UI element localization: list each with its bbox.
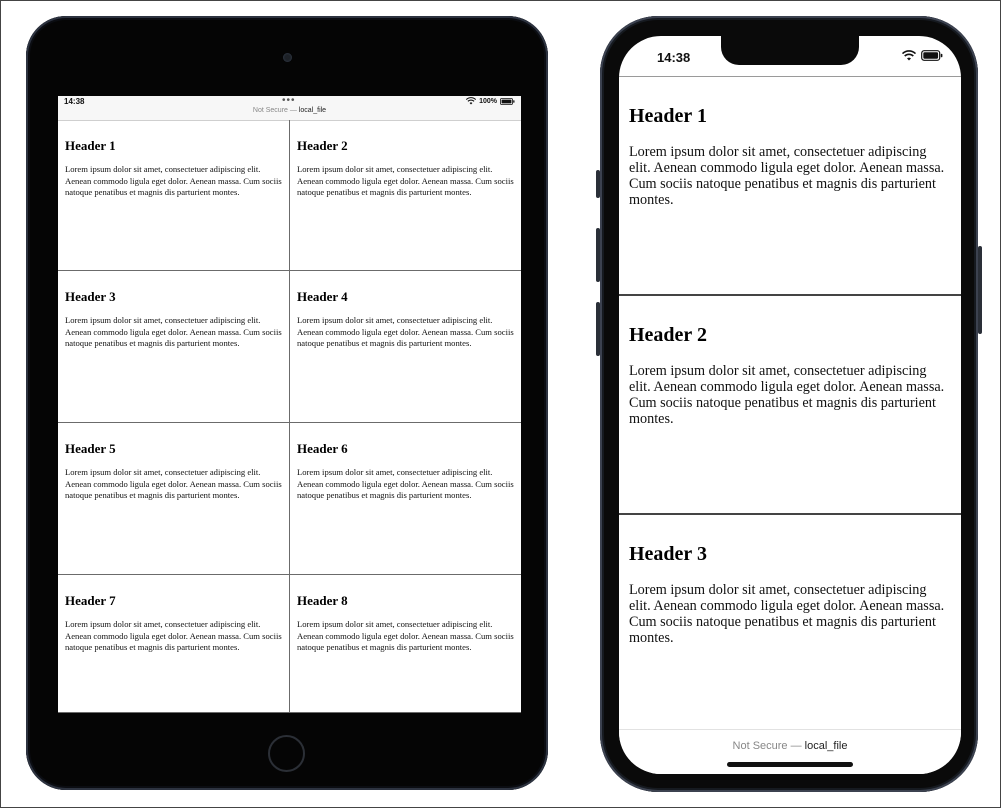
cell-body: Lorem ipsum dolor sit amet, consectetuer adipiscing elit. Aenean commodo ligula eget dolor. Aenean massa. Cum sociis natoque penatibus et magnis dis parturient montes. (65, 467, 282, 500)
content-section (619, 77, 961, 296)
ipad-content-grid (58, 120, 521, 713)
grid-cell (58, 423, 290, 575)
iphone-screen (619, 36, 961, 774)
iphone-url[interactable] (619, 740, 961, 752)
iphone-status-time: 14:38 (657, 50, 691, 65)
grid-cell (290, 423, 521, 575)
volume-up-button (596, 228, 600, 282)
notch (721, 36, 859, 65)
iphone-status-icons (902, 50, 943, 61)
cell-header: Header 7 (65, 593, 116, 608)
battery-percent: 100% (479, 97, 497, 105)
section-header: Header 2 (629, 324, 707, 346)
cell-header: Header 3 (65, 289, 116, 304)
ipad-address-bar[interactable] (58, 107, 521, 114)
wifi-icon (902, 50, 916, 61)
cell-body: Lorem ipsum dolor sit amet, consectetuer adipiscing elit. Aenean commodo ligula eget dolor. Aenean massa. Cum sociis natoque penatibus et magnis dis parturient montes. (297, 467, 514, 500)
section-header: Header 1 (629, 105, 707, 127)
ipad-status-time: 14:38 (64, 97, 85, 106)
iphone-content (619, 77, 961, 734)
cell-body: Lorem ipsum dolor sit amet, consectetuer adipiscing elit. Aenean commodo ligula eget dolor. Aenean massa. Cum sociis natoque penatibus et magnis dis parturient montes. (297, 619, 514, 652)
cell-body: Lorem ipsum dolor sit amet, consectetuer adipiscing elit. Aenean commodo ligula eget dolor. Aenean massa. Cum sociis natoque penatibus et magnis dis parturient montes. (65, 164, 282, 197)
power-button (978, 246, 982, 334)
ipad-status-bar (58, 96, 521, 121)
cell-body: Lorem ipsum dolor sit amet, consectetuer adipiscing elit. Aenean commodo ligula eget dolor. Aenean massa. Cum sociis natoque penatibus et magnis dis parturient montes. (65, 315, 282, 348)
more-dots-icon[interactable]: ••• (282, 96, 296, 106)
iphone-url-prefix: Not Secure — (732, 740, 802, 752)
cell-body: Lorem ipsum dolor sit amet, consectetuer adipiscing elit. Aenean commodo ligula eget dolor. Aenean massa. Cum sociis natoque penatibus et magnis dis parturient montes. (297, 315, 514, 348)
cell-header: Header 4 (297, 289, 348, 304)
battery-icon (500, 98, 515, 105)
cell-header: Header 1 (65, 138, 116, 153)
iphone-url-file: local_file (804, 740, 848, 752)
section-body: Lorem ipsum dolor sit amet, consectetuer adipiscing elit. Aenean commodo ligula eget dolor. Aenean massa. Cum sociis natoque penatibus et magnis dis parturient montes. (629, 363, 945, 427)
cell-header: Header 5 (65, 441, 116, 456)
cell-header: Header 8 (297, 593, 348, 608)
grid-cell (58, 120, 290, 271)
section-body: Lorem ipsum dolor sit amet, consectetuer adipiscing elit. Aenean commodo ligula eget dolor. Aenean massa. Cum sociis natoque penatibus et magnis dis parturient montes. (629, 144, 945, 208)
ipad-device (26, 16, 548, 790)
content-section (619, 296, 961, 515)
section-body: Lorem ipsum dolor sit amet, consectetuer adipiscing elit. Aenean commodo ligula eget dolor. Aenean massa. Cum sociis natoque penatibus et magnis dis parturient montes. (629, 582, 945, 646)
wifi-icon (466, 97, 476, 105)
grid-cell (58, 271, 290, 423)
grid-cell (58, 575, 290, 713)
grid-cell (290, 120, 521, 271)
camera-icon (283, 53, 292, 62)
cell-body: Lorem ipsum dolor sit amet, consectetuer adipiscing elit. Aenean commodo ligula eget dolor. Aenean massa. Cum sociis natoque penatibus et magnis dis parturient montes. (65, 619, 282, 652)
volume-down-button (596, 302, 600, 356)
cell-body: Lorem ipsum dolor sit amet, consectetuer adipiscing elit. Aenean commodo ligula eget dolor. Aenean massa. Cum sociis natoque penatibus et magnis dis parturient montes. (297, 164, 514, 197)
cell-header: Header 6 (297, 441, 348, 456)
grid-cell (290, 271, 521, 423)
cell-header: Header 2 (297, 138, 348, 153)
silent-switch (596, 170, 600, 198)
battery-icon (921, 50, 943, 61)
home-indicator[interactable] (727, 762, 853, 767)
ipad-screen (58, 96, 521, 713)
iphone-device (600, 16, 978, 792)
home-button[interactable] (268, 735, 305, 772)
ipad-url-prefix: Not Secure — (252, 107, 297, 114)
ipad-status-right (466, 97, 515, 105)
content-section (619, 515, 961, 734)
ipad-url-file: local_file (298, 107, 327, 114)
grid-cell (290, 575, 521, 713)
iphone-address-bar[interactable] (619, 729, 961, 774)
section-header: Header 3 (629, 543, 707, 565)
